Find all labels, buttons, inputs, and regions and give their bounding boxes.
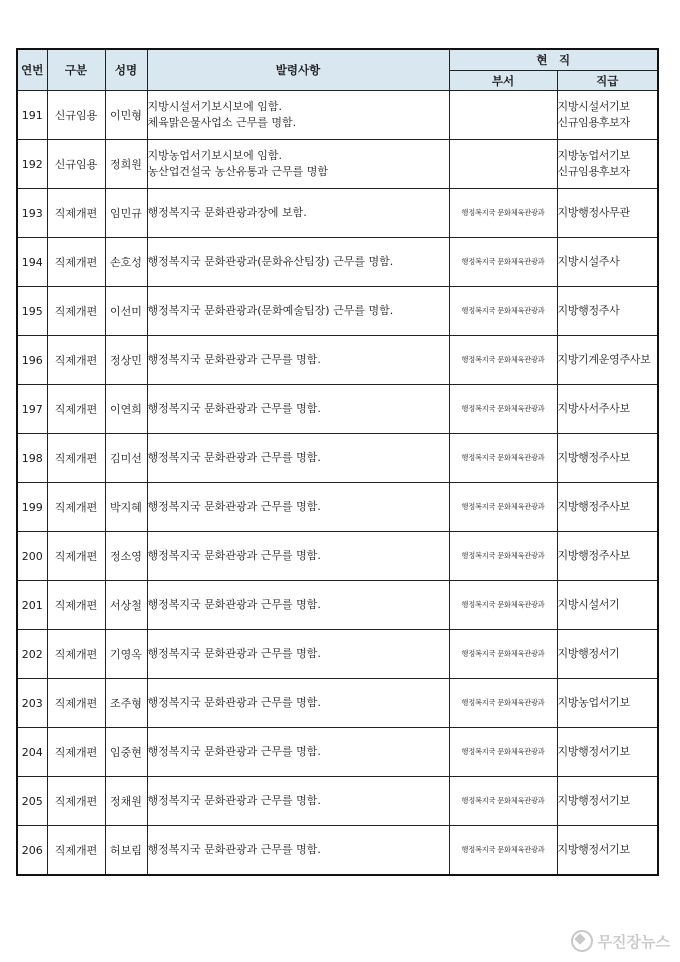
grade-line: 지방행정주사보 xyxy=(557,451,630,464)
table-row xyxy=(17,189,658,238)
content-line: 행정복지국 문화관광과 근무를 명함. xyxy=(147,598,321,611)
row-type: 직제개편 xyxy=(47,728,105,777)
row-number: 200 xyxy=(17,532,47,581)
grade-line: 지방행정서기보 xyxy=(557,843,630,856)
row-grade xyxy=(557,826,658,876)
row-content xyxy=(147,630,449,679)
grade-line: 신규임용후보자 xyxy=(557,116,630,129)
row-name: 이연희 xyxy=(105,385,147,434)
row-content xyxy=(147,434,449,483)
grade-line: 지방행정서기 xyxy=(557,647,620,660)
content-line: 행정복지국 문화관광과(문화유산팀장) 근무를 명함. xyxy=(147,255,394,268)
grade-line: 지방농업서기보 xyxy=(557,696,630,709)
row-number: 198 xyxy=(17,434,47,483)
content-line: 행정복지국 문화관광과장에 보함. xyxy=(147,206,307,219)
row-grade xyxy=(557,777,658,826)
row-dept: 행정복지국 문화체육관광과 xyxy=(449,630,557,679)
row-type: 직제개편 xyxy=(47,238,105,287)
row-content xyxy=(147,826,449,876)
table-row xyxy=(17,630,658,679)
row-grade xyxy=(557,287,658,336)
row-type: 직제개편 xyxy=(47,189,105,238)
grade-line: 지방행정주사 xyxy=(557,304,620,317)
row-name: 정희원 xyxy=(105,140,147,189)
row-content xyxy=(147,581,449,630)
row-grade xyxy=(557,630,658,679)
grade-line: 지방농업서기보 xyxy=(557,149,630,162)
row-number: 204 xyxy=(17,728,47,777)
row-number: 193 xyxy=(17,189,47,238)
row-name: 기영옥 xyxy=(105,630,147,679)
watermark xyxy=(571,930,670,952)
row-dept: 행정복지국 문화체육관광과 xyxy=(449,287,557,336)
row-grade xyxy=(557,140,658,189)
table-row xyxy=(17,238,658,287)
row-number: 196 xyxy=(17,336,47,385)
row-name: 이선미 xyxy=(105,287,147,336)
row-type: 신규임용 xyxy=(47,140,105,189)
row-dept: 행정복지국 문화체육관광과 xyxy=(449,189,557,238)
header-name: 성명 xyxy=(105,49,147,91)
row-dept: 행정복지국 문화체육관광과 xyxy=(449,728,557,777)
row-name: 정상민 xyxy=(105,336,147,385)
grade-line: 지방시설주사 xyxy=(557,255,620,268)
row-name: 손호성 xyxy=(105,238,147,287)
table-row xyxy=(17,777,658,826)
row-content xyxy=(147,728,449,777)
table-row xyxy=(17,532,658,581)
row-name: 허보림 xyxy=(105,826,147,876)
content-line: 행정복지국 문화관광과 근무를 명함. xyxy=(147,696,321,709)
row-content xyxy=(147,189,449,238)
content-line: 농산업건설국 농산유통과 근무를 명함 xyxy=(147,165,329,178)
row-content xyxy=(147,532,449,581)
table-row xyxy=(17,728,658,777)
grade-line: 지방행정주사보 xyxy=(557,500,630,513)
header-grade: 직급 xyxy=(557,71,658,91)
row-type: 직제개편 xyxy=(47,826,105,876)
grade-line: 지방시설서기 xyxy=(557,598,620,611)
content-line: 행정복지국 문화관광과 근무를 명함. xyxy=(147,843,321,856)
table-row xyxy=(17,434,658,483)
row-content xyxy=(147,140,449,189)
grade-line: 지방기계운영주사보 xyxy=(557,353,651,366)
row-dept: 행정복지국 문화체육관광과 xyxy=(449,434,557,483)
row-number: 191 xyxy=(17,91,47,140)
row-grade xyxy=(557,679,658,728)
header-dept: 부서 xyxy=(449,71,557,91)
content-line: 행정복지국 문화관광과 근무를 명함. xyxy=(147,549,321,562)
row-type: 직제개편 xyxy=(47,336,105,385)
content-line: 행정복지국 문화관광과 근무를 명함. xyxy=(147,451,321,464)
row-grade xyxy=(557,189,658,238)
header-content: 발령사항 xyxy=(147,49,449,91)
logo-mark-icon xyxy=(571,930,593,952)
grade-line: 지방시설서기보 xyxy=(557,100,630,113)
row-grade xyxy=(557,336,658,385)
header-current-position: 현 직 xyxy=(449,49,658,71)
row-number: 206 xyxy=(17,826,47,876)
row-grade xyxy=(557,385,658,434)
row-name: 조주형 xyxy=(105,679,147,728)
watermark-text: 무진장뉴스 xyxy=(597,932,670,951)
table-row xyxy=(17,287,658,336)
row-number: 205 xyxy=(17,777,47,826)
table-row xyxy=(17,140,658,189)
row-name: 박지혜 xyxy=(105,483,147,532)
row-content xyxy=(147,679,449,728)
table-row xyxy=(17,91,658,140)
row-dept: 행정복지국 문화체육관광과 xyxy=(449,483,557,532)
row-dept: 행정복지국 문화체육관광과 xyxy=(449,336,557,385)
row-type: 직제개편 xyxy=(47,483,105,532)
row-content xyxy=(147,91,449,140)
content-line: 체육맑은물사업소 근무를 명함. xyxy=(147,116,297,129)
content-line: 행정복지국 문화관광과 근무를 명함. xyxy=(147,794,321,807)
row-type: 직제개편 xyxy=(47,630,105,679)
row-name: 정소영 xyxy=(105,532,147,581)
content-line: 지방시설서기보시보에 임함. xyxy=(147,100,283,113)
content-line: 행정복지국 문화관광과(문화예술팀장) 근무를 명함. xyxy=(147,304,394,317)
row-content xyxy=(147,238,449,287)
row-number: 202 xyxy=(17,630,47,679)
table-row xyxy=(17,581,658,630)
row-dept xyxy=(449,140,557,189)
row-grade xyxy=(557,91,658,140)
row-content xyxy=(147,385,449,434)
row-grade xyxy=(557,238,658,287)
row-content xyxy=(147,336,449,385)
grade-line: 지방사서주사보 xyxy=(557,402,630,415)
table-body xyxy=(17,91,658,876)
row-type: 직제개편 xyxy=(47,581,105,630)
table-row xyxy=(17,336,658,385)
row-type: 직제개편 xyxy=(47,532,105,581)
row-name: 서상철 xyxy=(105,581,147,630)
content-line: 지방농업서기보시보에 임함. xyxy=(147,149,283,162)
row-content xyxy=(147,483,449,532)
row-number: 194 xyxy=(17,238,47,287)
row-name: 김미선 xyxy=(105,434,147,483)
header-type: 구분 xyxy=(47,49,105,91)
table-row xyxy=(17,826,658,876)
row-number: 192 xyxy=(17,140,47,189)
content-line: 행정복지국 문화관광과 근무를 명함. xyxy=(147,500,321,513)
row-name: 임중현 xyxy=(105,728,147,777)
row-type: 직제개편 xyxy=(47,287,105,336)
row-number: 201 xyxy=(17,581,47,630)
row-number: 197 xyxy=(17,385,47,434)
row-dept: 행정복지국 문화체육관광과 xyxy=(449,385,557,434)
row-name: 이민형 xyxy=(105,91,147,140)
content-line: 행정복지국 문화관광과 근무를 명함. xyxy=(147,402,321,415)
table-row xyxy=(17,679,658,728)
row-dept: 행정복지국 문화체육관광과 xyxy=(449,679,557,728)
content-line: 행정복지국 문화관광과 근무를 명함. xyxy=(147,745,321,758)
row-grade xyxy=(557,434,658,483)
personnel-table xyxy=(16,48,659,876)
header-no: 연번 xyxy=(17,49,47,91)
row-content xyxy=(147,777,449,826)
row-dept: 행정복지국 문화체육관광과 xyxy=(449,532,557,581)
row-name: 정채원 xyxy=(105,777,147,826)
row-dept: 행정복지국 문화체육관광과 xyxy=(449,581,557,630)
table-row xyxy=(17,385,658,434)
row-grade xyxy=(557,532,658,581)
grade-line: 지방행정서기보 xyxy=(557,745,630,758)
table-row xyxy=(17,483,658,532)
row-type: 직제개편 xyxy=(47,385,105,434)
row-number: 203 xyxy=(17,679,47,728)
row-grade xyxy=(557,581,658,630)
row-number: 199 xyxy=(17,483,47,532)
row-content xyxy=(147,287,449,336)
row-type: 직제개편 xyxy=(47,434,105,483)
grade-line: 지방행정주사보 xyxy=(557,549,630,562)
row-dept: 행정복지국 문화체육관광과 xyxy=(449,777,557,826)
content-line: 행정복지국 문화관광과 근무를 명함. xyxy=(147,647,321,660)
content-line: 행정복지국 문화관광과 근무를 명함. xyxy=(147,353,321,366)
row-number: 195 xyxy=(17,287,47,336)
grade-line: 지방행정사무관 xyxy=(557,206,630,219)
row-grade xyxy=(557,728,658,777)
row-grade xyxy=(557,483,658,532)
row-type: 신규임용 xyxy=(47,91,105,140)
row-dept: 행정복지국 문화체육관광과 xyxy=(449,238,557,287)
grade-line: 신규임용후보자 xyxy=(557,165,630,178)
grade-line: 지방행정서기보 xyxy=(557,794,630,807)
row-name: 임민규 xyxy=(105,189,147,238)
row-type: 직제개편 xyxy=(47,777,105,826)
row-type: 직제개편 xyxy=(47,679,105,728)
row-dept: 행정복지국 문화체육관광과 xyxy=(449,826,557,876)
row-dept xyxy=(449,91,557,140)
